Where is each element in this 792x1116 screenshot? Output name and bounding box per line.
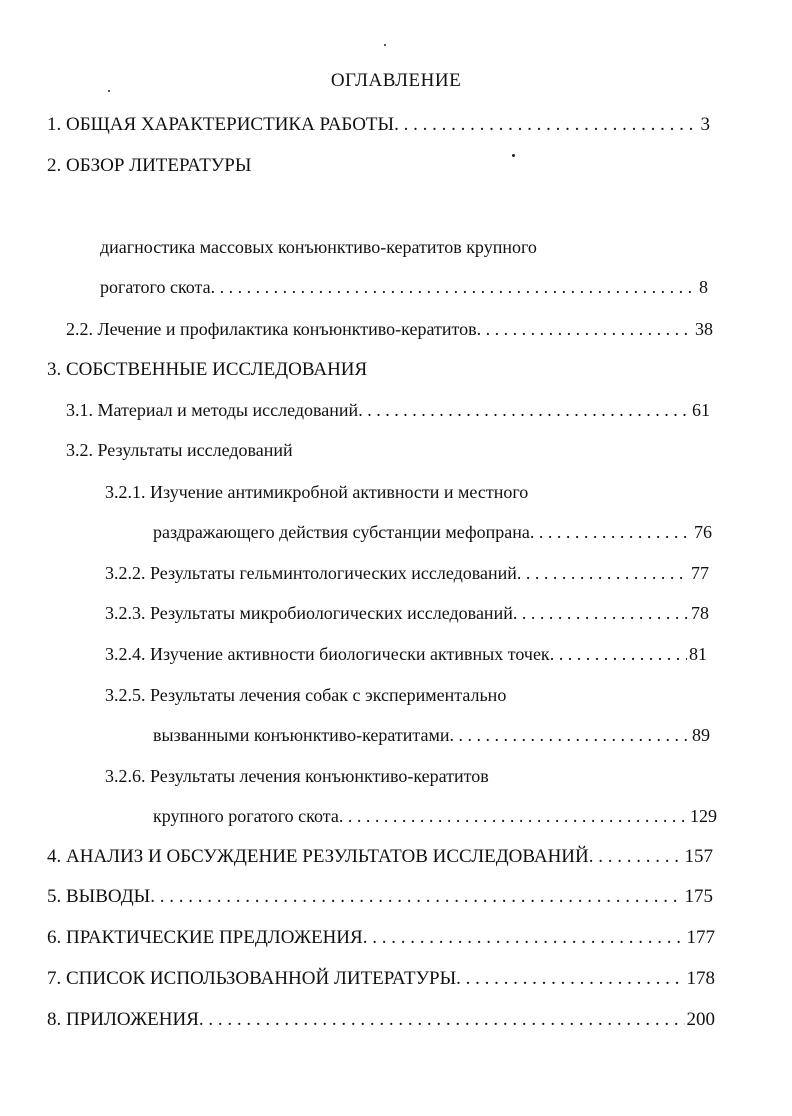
toc-leader-dots: [363, 925, 685, 951]
toc-entry-continuation: [153, 803, 717, 829]
toc-entry-text: 6. ПРАКТИЧЕСКИЕ ПРЕДЛОЖЕНИЯ: [47, 927, 363, 948]
toc-page-number: 76: [694, 522, 712, 542]
toc-leader-dots: [394, 112, 698, 138]
toc-page-number: 157: [684, 846, 713, 867]
toc-entry-text: 3.2. Результаты исследований: [66, 440, 293, 460]
toc-entry-text: 3.2.4. Изучение активности биологически активных точек: [105, 644, 550, 664]
toc-entry: [47, 357, 367, 383]
toc-leader-dots: [211, 274, 697, 300]
toc-entry-continuation: [100, 234, 537, 260]
toc-page-number: 3: [700, 114, 710, 135]
toc-entry: [47, 153, 251, 179]
toc-entry: [47, 966, 715, 992]
toc-leader-dots: [358, 397, 690, 423]
toc-page-number: 175: [684, 886, 713, 907]
toc-page-number: 61: [692, 400, 710, 420]
toc-entry: [105, 682, 506, 708]
toc-entry-text: 7. СПИСОК ИСПОЛЬЗОВАННОЙ ЛИТЕРАТУРЫ: [47, 968, 457, 989]
toc-page-number: 78: [691, 603, 709, 623]
toc-entry-text: 1. ОБЩАЯ ХАРАКТЕРИСТИКА РАБОТЫ: [47, 114, 395, 135]
toc-entry: [66, 316, 713, 342]
toc-leader-dots: [517, 560, 689, 586]
toc-entry-text: 3. СОБСТВЕННЫЕ ИССЛЕДОВАНИЯ: [47, 359, 368, 380]
toc-entry-text: 2.2. Лечение и профилактика конъюнктиво-кератитов: [66, 319, 477, 339]
toc-leader-dots: [550, 641, 687, 667]
toc-entry: [47, 925, 715, 951]
toc-leader-dots: [449, 722, 690, 748]
toc-entry-text: рогатого скота: [100, 277, 211, 297]
toc-entry-text: крупного рогатого скота: [153, 806, 339, 826]
toc-entry: [47, 884, 713, 910]
toc-entry-text: 4. АНАЛИЗ И ОБСУЖДЕНИЕ РЕЗУЛЬТАТОВ ИССЛЕДОВАНИЙ: [47, 846, 589, 867]
toc-entry-text: диагностика массовых конъюнктиво-кератитов крупного: [100, 237, 537, 257]
toc-leader-dots: [589, 844, 683, 870]
toc-entry-text: 2. ОБЗОР ЛИТЕРАТУРЫ: [47, 155, 252, 176]
toc-entry: [47, 194, 566, 220]
toc-page-number: 8: [699, 277, 708, 297]
toc-leader-dots: [150, 884, 682, 910]
toc-entry-text: 5. ВЫВОДЫ: [47, 886, 151, 907]
toc-entry-text: 3.2.5. Результаты лечения собак с экспериментально: [105, 685, 507, 705]
toc-page-number: 177: [686, 927, 715, 948]
toc-entry-text: 3.1. Материал и методы исследований: [66, 400, 359, 420]
toc-entry: [105, 763, 489, 789]
toc-page-number: 178: [686, 968, 715, 989]
toc-entry-continuation: [100, 274, 708, 300]
toc-leader-dots: [530, 519, 692, 545]
toc-entry: [66, 397, 710, 423]
toc-leader-dots: [456, 966, 684, 992]
toc-title: ОГЛАВЛЕНИЕ: [330, 70, 462, 91]
toc-entry: [105, 479, 528, 505]
toc-entry: [47, 844, 713, 870]
toc-page-number: 200: [686, 1009, 715, 1030]
scan-speck: [384, 44, 386, 46]
toc-entry: [47, 1007, 715, 1033]
toc-entry: [105, 641, 707, 667]
toc-leader-dots: [477, 316, 693, 342]
toc-entry: [105, 560, 709, 586]
toc-page-number: 81: [689, 644, 707, 664]
toc-page-number: 129: [690, 806, 717, 826]
toc-page-number: 89: [692, 725, 710, 745]
toc-entry-text: раздражающего действия субстанции мефопрана: [153, 522, 530, 542]
toc-entry: [105, 600, 709, 626]
toc-entry-text: 3.2.3. Результаты микробиологических исследований: [105, 603, 513, 623]
toc-page-number: 38: [695, 319, 713, 339]
toc-entry-text: 3.2.1. Изучение антимикробной активности и местного: [105, 482, 529, 502]
toc-entry: [66, 437, 293, 463]
toc-entry: [47, 112, 710, 138]
toc-page-number: 77: [691, 563, 709, 583]
toc-entry-text: вызванными конъюнктиво-кератитами: [153, 725, 450, 745]
scan-speck: [512, 154, 515, 157]
toc-leader-dots: [513, 600, 689, 626]
toc-entry-text: 3.2.6. Результаты лечения конъюнктиво-кератитов: [105, 766, 489, 786]
toc-leader-dots: [339, 803, 688, 829]
toc-entry-text: 8. ПРИЛОЖЕНИЯ: [47, 1009, 199, 1030]
toc-entry-text: 3.2.2. Результаты гельминтологических исследований: [105, 563, 517, 583]
toc-entry-continuation: [153, 519, 712, 545]
toc-leader-dots: [199, 1007, 685, 1033]
toc-entry-continuation: [153, 722, 710, 748]
